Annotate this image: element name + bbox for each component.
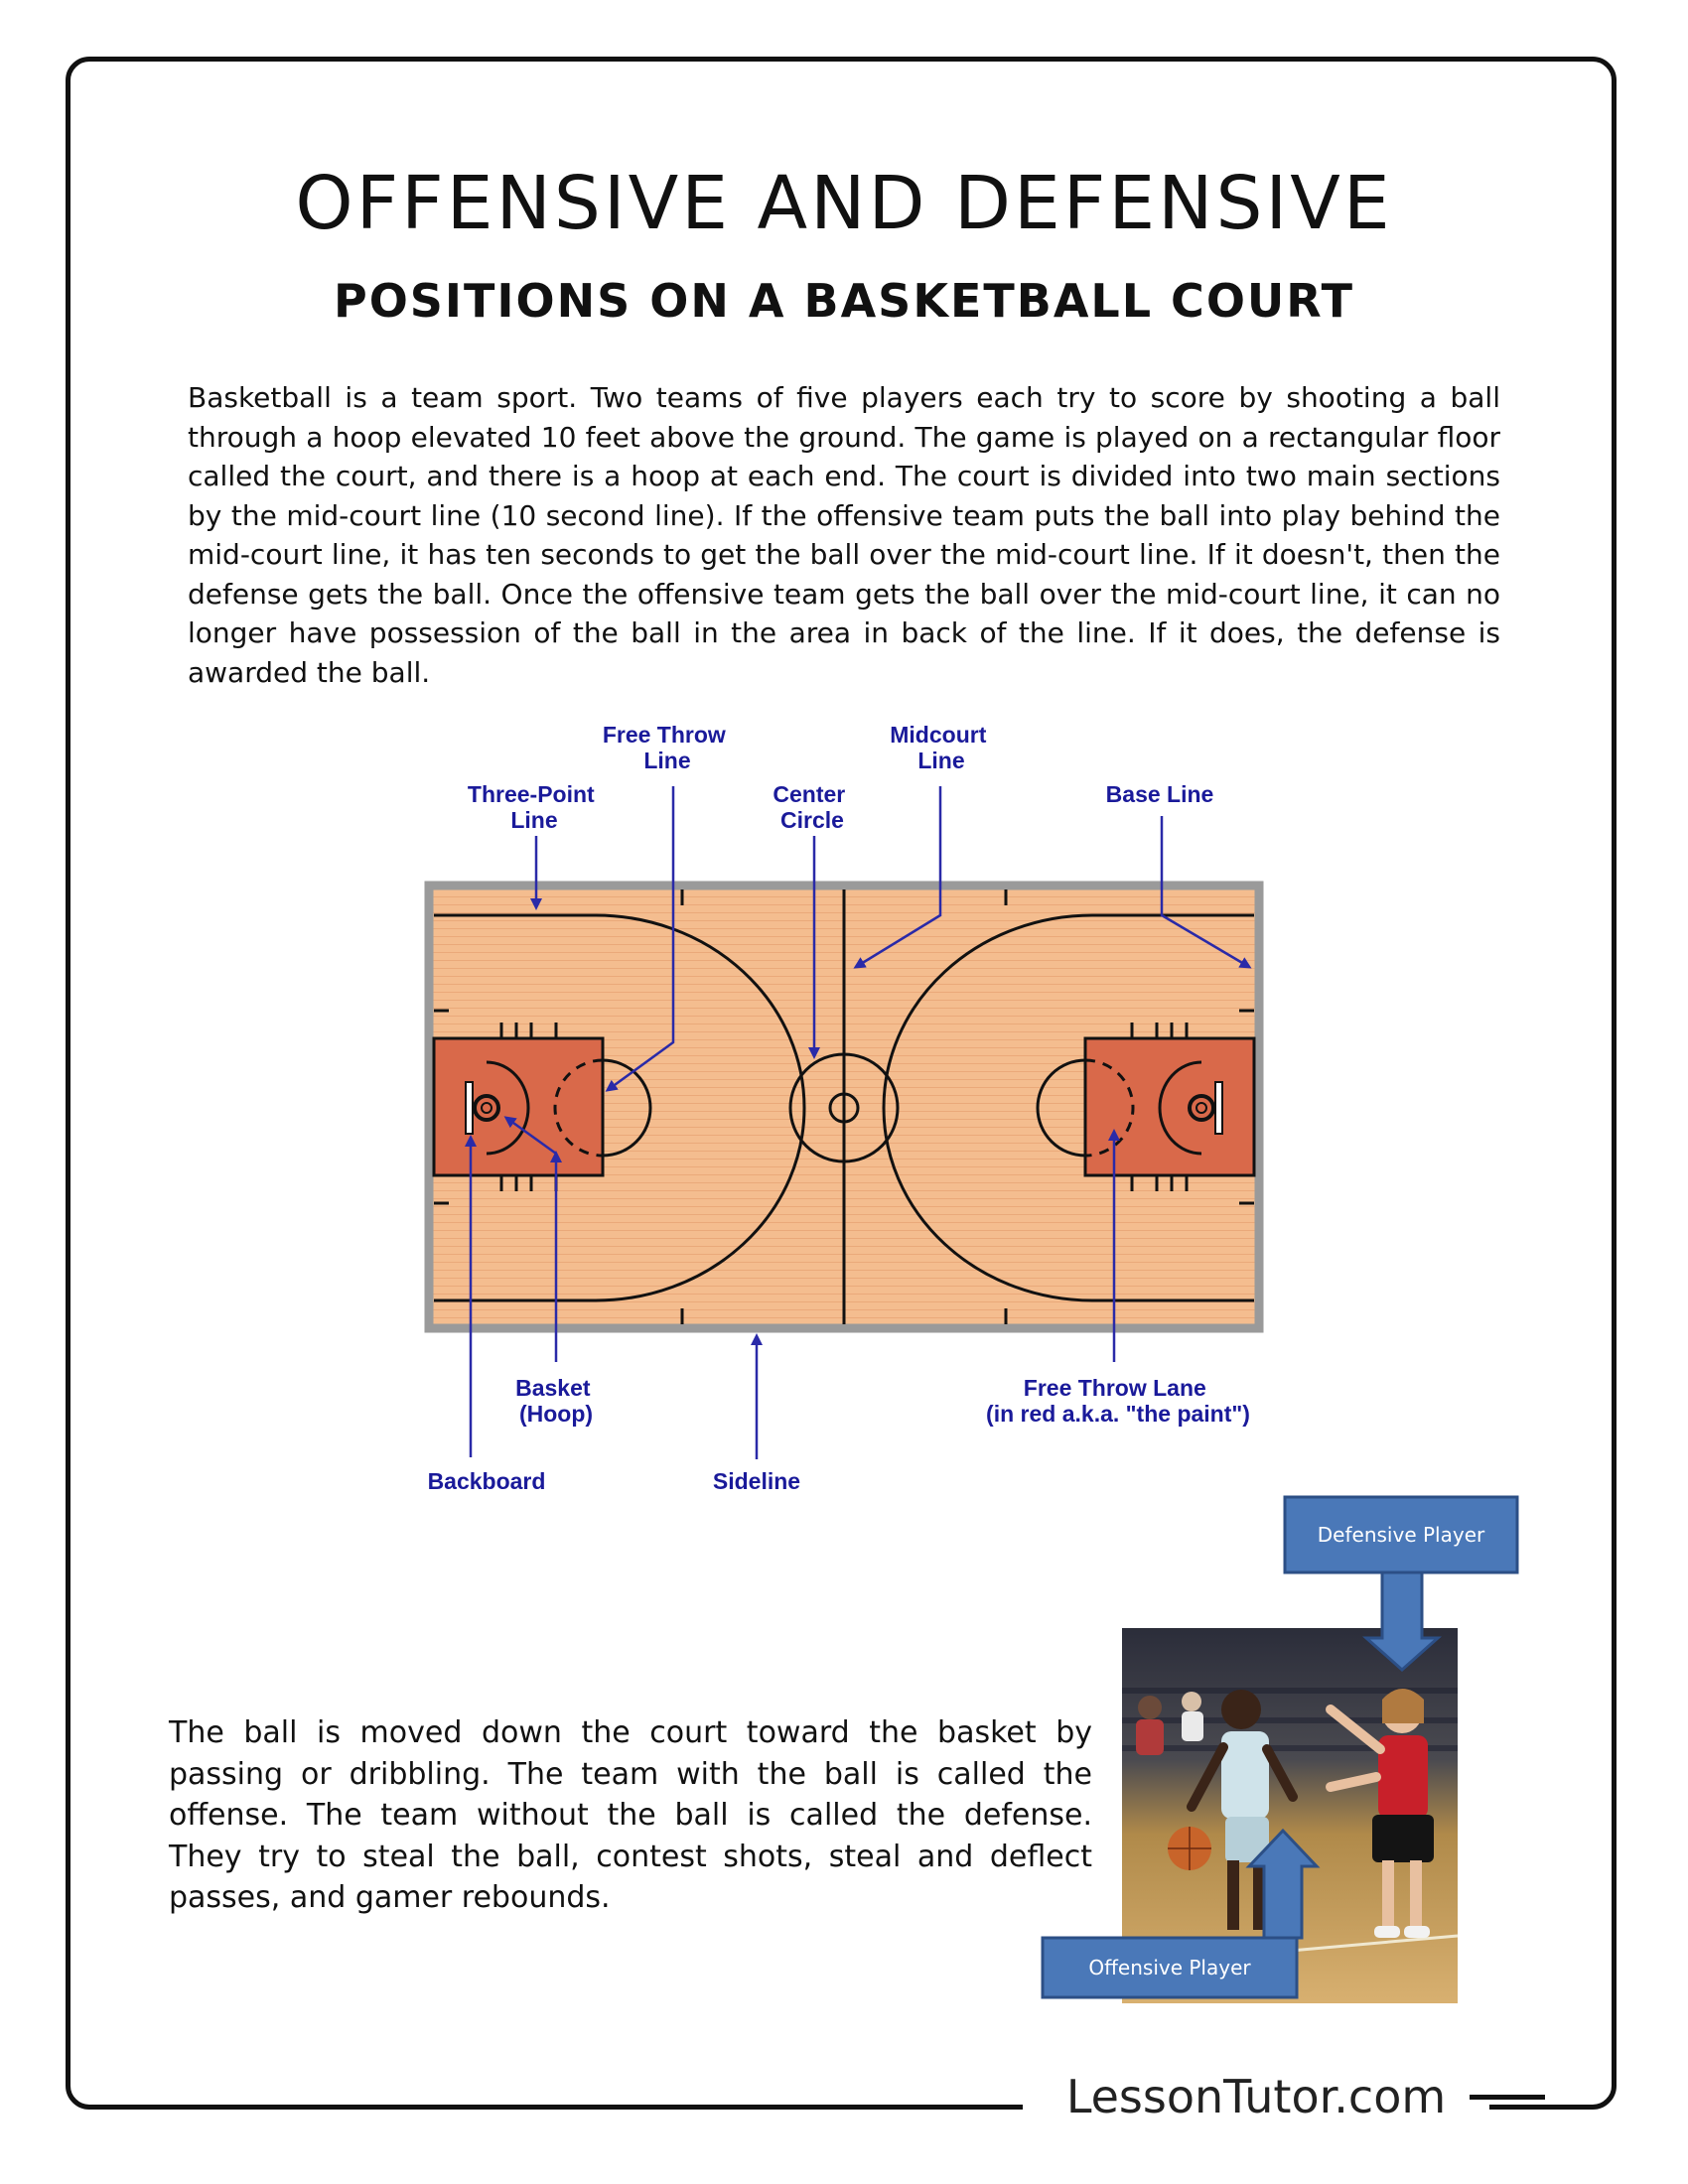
label-center-circle: Center Circle xyxy=(773,781,846,833)
page-title: OFFENSIVE AND DEFENSIVE xyxy=(295,161,1393,246)
left-backboard xyxy=(466,1082,473,1134)
lower-paragraph: The ball is moved down the court toward the basket by passing or dribbling. The team with the ball is called the offense. The team without the ball is called the defense. They try to steal the ball, contest shots, steal and deflect passes, and gamer rebounds. xyxy=(169,1715,1092,1915)
label-backboard: Backboard xyxy=(427,1468,546,1494)
left-free-throw-lane xyxy=(434,1038,603,1175)
intro-paragraph: Basketball is a team sport. Two teams of five players each try to score by shooting a ball through a hoop elevated 10 feet above the ground. The game is played on a rectangular floor called the court, and there is a hoop at each end. The court is divided into two main sections by the mid-court line (10 second line). If the offensive team puts the ball into play behind the mid-court line, it has ten seconds to get the ball over the mid-court line. If it doesn't, then the defense gets the ball. Once the offensive team gets the ball over the mid-court line, it can no longer have possession of the ball in the area in back of the line. If it does, the defense is awarded the ball. xyxy=(188,381,1500,689)
label-basket: Basket (Hoop) xyxy=(515,1375,594,1427)
footer-site-name: LessonTutor.com xyxy=(1065,2070,1447,2123)
label-base-line: Base Line xyxy=(1105,781,1214,807)
offensive-player-label: Offensive Player xyxy=(1088,1956,1251,1979)
label-three-point-line: Three-Point Line xyxy=(467,781,595,833)
right-free-throw-lane xyxy=(1085,1038,1254,1175)
label-free-throw-line: Free Throw Line xyxy=(602,722,726,773)
right-backboard xyxy=(1215,1082,1222,1134)
defensive-player-label: Defensive Player xyxy=(1317,1523,1485,1547)
label-free-throw-lane: Free Throw Lane (in red a.k.a. "the paint") xyxy=(986,1375,1250,1427)
label-sideline: Sideline xyxy=(712,1468,801,1494)
label-midcourt-line: Midcourt Line xyxy=(890,722,987,773)
page-subtitle: POSITIONS ON A BASKETBALL COURT xyxy=(333,274,1355,328)
player-photo-figure xyxy=(1033,1489,1519,2025)
